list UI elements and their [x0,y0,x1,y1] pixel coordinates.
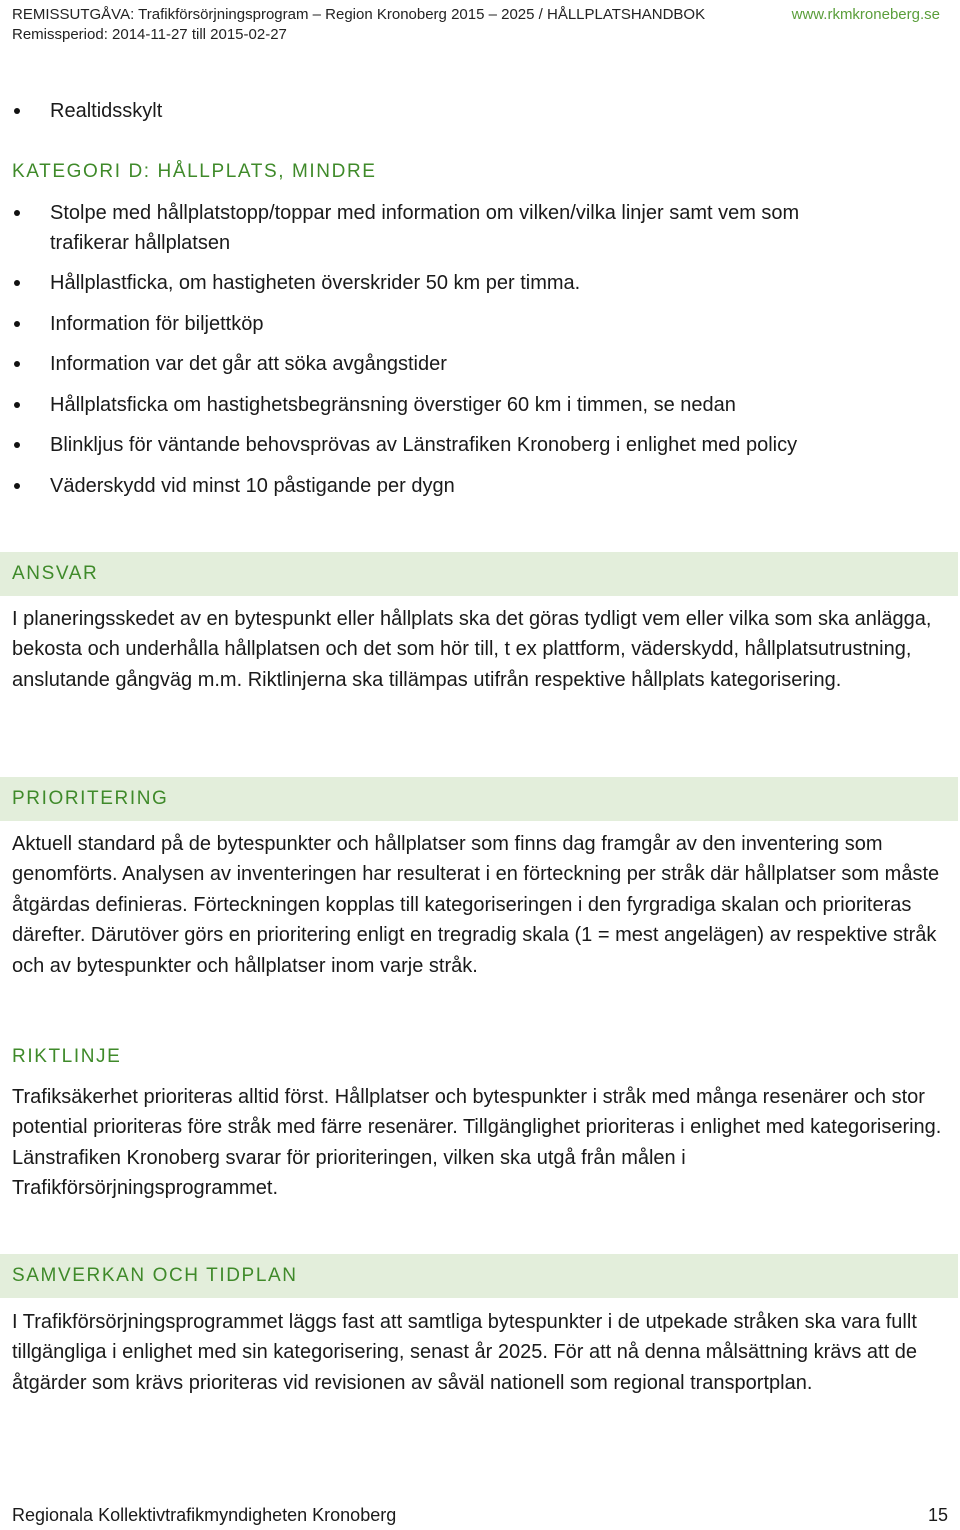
paragraph-ansvar: I planeringsskedet av en bytespunkt eller hållplats ska det göras tydligt vem eller vilka som ska anlägga, bekosta och underhålla hållplatsen och det som hör till, t ex plattform, väderskydd, hållplatsutrustning, anslutande gångväg m.m. Riktlinjerna ska tillämpas utifrån respektive hållplats kategorisering. [12,608,932,691]
paragraph-riktlinje: Trafiksäkerhet prioriteras alltid först. Hållplatser och bytespunkter i stråk med många resenärer och stor potential prioriteras före stråk med färre resenärer. Tillgänglighet prioriteras i enlighet med kategorisering. Länstrafiken Kronoberg svarar för prioriteringen, vilken ska utgå från målen i Trafikförsörjningsprogrammet. [12,1086,942,1200]
list-item-continuation: trafikerar hållplatsen [50,232,231,254]
section-band-ansvar [0,552,958,596]
list-item: Information för biljettköp [50,313,264,335]
list-item: Hållplatsficka om hastighetsbegränsning överstiger 60 km i timmen, se nedan [50,394,736,416]
bullet-icon [14,483,20,489]
header-website-link[interactable]: www.rkmkroneberg.se [791,6,940,23]
section-band-prioritering [0,777,958,821]
bullet-icon [14,210,20,216]
list-item: Stolpe med hållplatstopp/toppar med information om vilken/vilka linjer samt vem som [50,202,800,224]
bullet-icon [14,321,20,327]
section-heading-ansvar: ANSVAR [12,563,99,584]
paragraph-samverkan: I Trafikförsörjningsprogrammet läggs fast att samtliga bytespunkter i de utpekade stråken ska vara fullt tillgängliga i enlighet med sin kategorisering, senast år 2025. För att nå denna målsättning krävs att de åtgärder som krävs prioriteras vid revisionen av såväl nationell som regional transportplan. [12,1311,917,1394]
list-item: Väderskydd vid minst 10 påstigande per dygn [50,475,455,497]
paragraph-prioritering: Aktuell standard på de bytespunkter och hållplatser som finns dag framgår av den inventering som genomförts. Analysen av inventeringen har resulterat i en förteckning per stråk där hållplatser som måste åtgärdas definieras. Förteckningen kopplas till kategoriseringen i den fyrgradiga skalan och prioriteras därefter. Därutöver görs en prioritering enligt en tregradig skala (1 = mest angelägen) av respektive stråk och av bytespunkter och hållplatser inom varje stråk. [12,833,940,977]
page-number: 15 [927,1505,948,1525]
bullet-icon [14,361,20,367]
bullet-icon [14,108,20,114]
header-title: REMISSUTGÅVA: Trafikförsörjningsprogram – Region Kronoberg 2015 – 2025 / HÅLLPLATSHANDBOK [12,6,706,23]
list-item: Blinkljus för väntande behovsprövas av Länstrafiken Kronoberg i enlighet med policy [50,434,798,456]
section-heading-riktlinje: RIKTLINJE [12,1046,122,1067]
list-item-realtidsskylt: Realtidsskylt [50,100,163,122]
bullet-icon [14,280,20,286]
header-review-period: Remissperiod: 2014-11-27 till 2015-02-27 [12,26,287,43]
list-item: Hållplastficka, om hastigheten överskrider 50 km per timma. [50,272,581,294]
section-heading-prioritering: PRIORITERING [12,788,169,809]
section-heading-samverkan: SAMVERKAN OCH TIDPLAN [12,1265,298,1286]
section-band-samverkan [0,1254,958,1298]
footer-organization: Regionala Kollektivtrafikmyndigheten Kronoberg [12,1505,397,1525]
bullet-icon [14,402,20,408]
section-heading-kategori-d: KATEGORI D: HÅLLPLATS, MINDRE [12,161,377,182]
bullet-icon [14,442,20,448]
list-item: Information var det går att söka avgångstider [50,353,447,375]
